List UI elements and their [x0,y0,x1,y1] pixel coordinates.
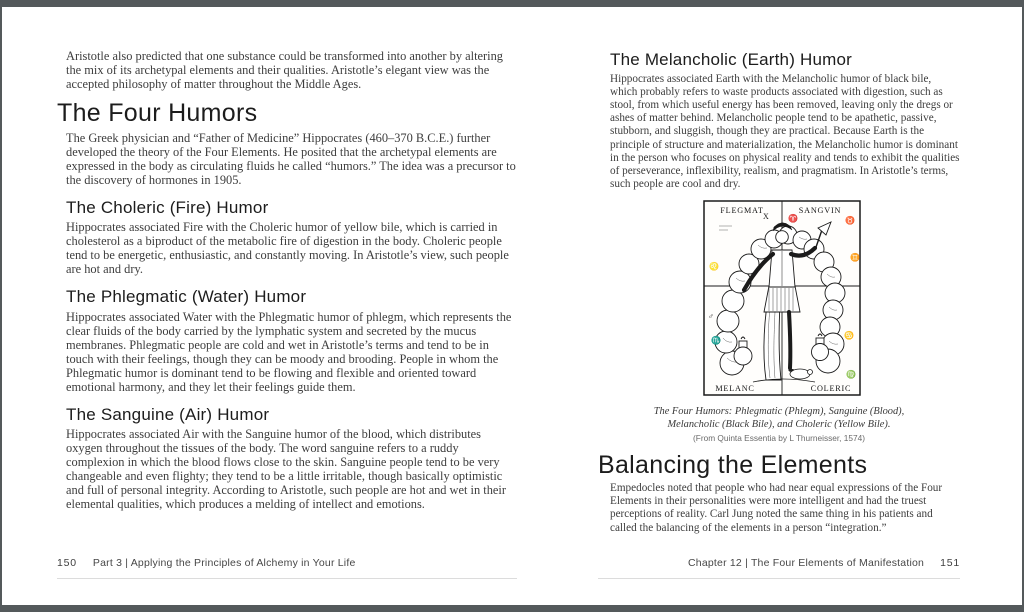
choleric-heading: The Choleric (Fire) Humor [66,197,269,217]
figure-caption [598,406,960,431]
taurus-icon: ♉ [845,216,855,226]
gemini-icon: ♊ [850,253,860,263]
right-page-column [598,50,960,535]
bottom-frame-bar [0,605,1024,612]
caption-line1: The Four Humors: Phlegmatic (Phlegm), Sanguine (Blood), [653,406,905,418]
right-page-footer [598,557,960,579]
figure-credit: (From Quinta Essentia by L Thurneisser, 1574) [692,432,865,443]
intro-paragraph: Aristotle also predicted that one substance could be transformed into another by altering the mix of its archetypal elements and their qualities. Aristotle’s elegant view was the accepted philosophy of matter throughout the Middle Ages. [66,49,503,91]
label-flegmat: FLEGMAT [720,206,764,216]
sanguine-paragraph: Hippocrates associated Air with the Sanguine humor of the blood, which distributes oxygen throughout the tissues of the body. The word sanguine refers to a ruddy complexion in which the blood flows close to the skin. Sanguine people tend to be very changeable and even flighty; they tend to be a little irritable, though basically optimistic and full of personal integrity. According to Aristotle, such people are hot and wet in their elemental qualities, which produces a melding of intellect and emotions. [66,427,506,512]
cancer-icon: ♋ [844,331,854,341]
virgo-icon: ♍ [846,370,856,380]
balancing-paragraph: Empedocles noted that people who had near equal expressions of the Four Elements in their personalities were more intelligent and had the truest perceptions of reality. Carl Jung noted the same thing in his patients and called the balancing of the elements in a person “integration.” [610,482,943,534]
left-footer-text: Part 3 | Applying the Principles of Alchemy in Your Life [92,557,356,569]
four-humors-woodcut-image [703,200,861,396]
sanguine-heading: The Sanguine (Air) Humor [66,404,270,424]
label-melanc: MELANC [715,384,755,394]
right-footer-text: Chapter 12 | The Four Elements of Manifestation [688,557,925,569]
four-humors-paragraph: The Greek physician and “Father of Medicine” Hippocrates (460–370 B.C.E.) further developed the theory of the Four Elements. He posited that the archetypal elements are expressed in the body as circulating fluids he called “humors.” The idea was a precursor to the discovery of hormones in 1905. [66,130,516,187]
four-humors-figure [703,200,861,401]
choleric-paragraph: Hippocrates associated Fire with the Choleric humor of yellow bile, which is carried in cholesterol as a biproduct of the metabolic fire of digestion in the body. Choleric people tend to be energetic, enthusiastic, and constantly moving. In Aristotle’s view, such people are hot and dry. [66,220,509,277]
left-frame-edge [0,0,2,612]
aries-icon: ♈ [788,214,798,224]
phlegmatic-heading: The Phlegmatic (Water) Humor [66,287,307,307]
chapter-section-title: The Four Humors [57,99,258,127]
scorpio-icon: ♏ [711,336,721,346]
label-sangvin: SANGVIN [798,206,842,216]
left-page-footer [57,557,517,579]
phlegmatic-paragraph: Hippocrates associated Water with the Phlegmatic humor of phlegm, which represents the clear fluids of the body carried by the lymphatic system and secreted by the mucus membranes. Phlegmatic people are cold and wet in Aristotle’s terms and tend to be in touch with their feelings, though they can be moody and brooding. People in whom the Phlegmatic humor is dominant tend to be flowing and flexible and oriented toward emotional harmony, and they let their feelings guide them. [66,309,512,394]
right-page-number: 151 [940,557,960,569]
left-page-column [57,46,517,511]
label-coleric: COLERIC [810,384,852,394]
mars-icon: ♂ [708,312,714,322]
caption-line2: Melancholic (Black Bile), and Choleric (Yellow Bile). [667,418,891,430]
zodiac-x-icon: X [763,212,769,222]
left-page-number: 150 [57,557,77,569]
melancholic-heading: The Melancholic (Earth) Humor [610,50,852,69]
melancholic-paragraph: Hippocrates associated Earth with the Melancholic humor of black bile, which probably refers to waste products associated with digestion, such as stool, from which useful energy has been removed, leaving only the dregs or ashes of matter behind. Melancholic people tend to be apathetic, passive, stubborn, and sluggish, though they are practical. Because Earth is the principle of structure and materialization, the Melancholic humor is dominant in the person who focuses on physical reality and tends to exhibit the qualities of perseverance, inflexibility, realism, and pragmatism. In Aristotle’s terms, such people are cool and dry. [610,72,960,191]
leo-icon: ♌ [709,262,719,272]
balancing-title: Balancing the Elements [598,450,868,479]
top-frame-bar [0,0,1024,7]
